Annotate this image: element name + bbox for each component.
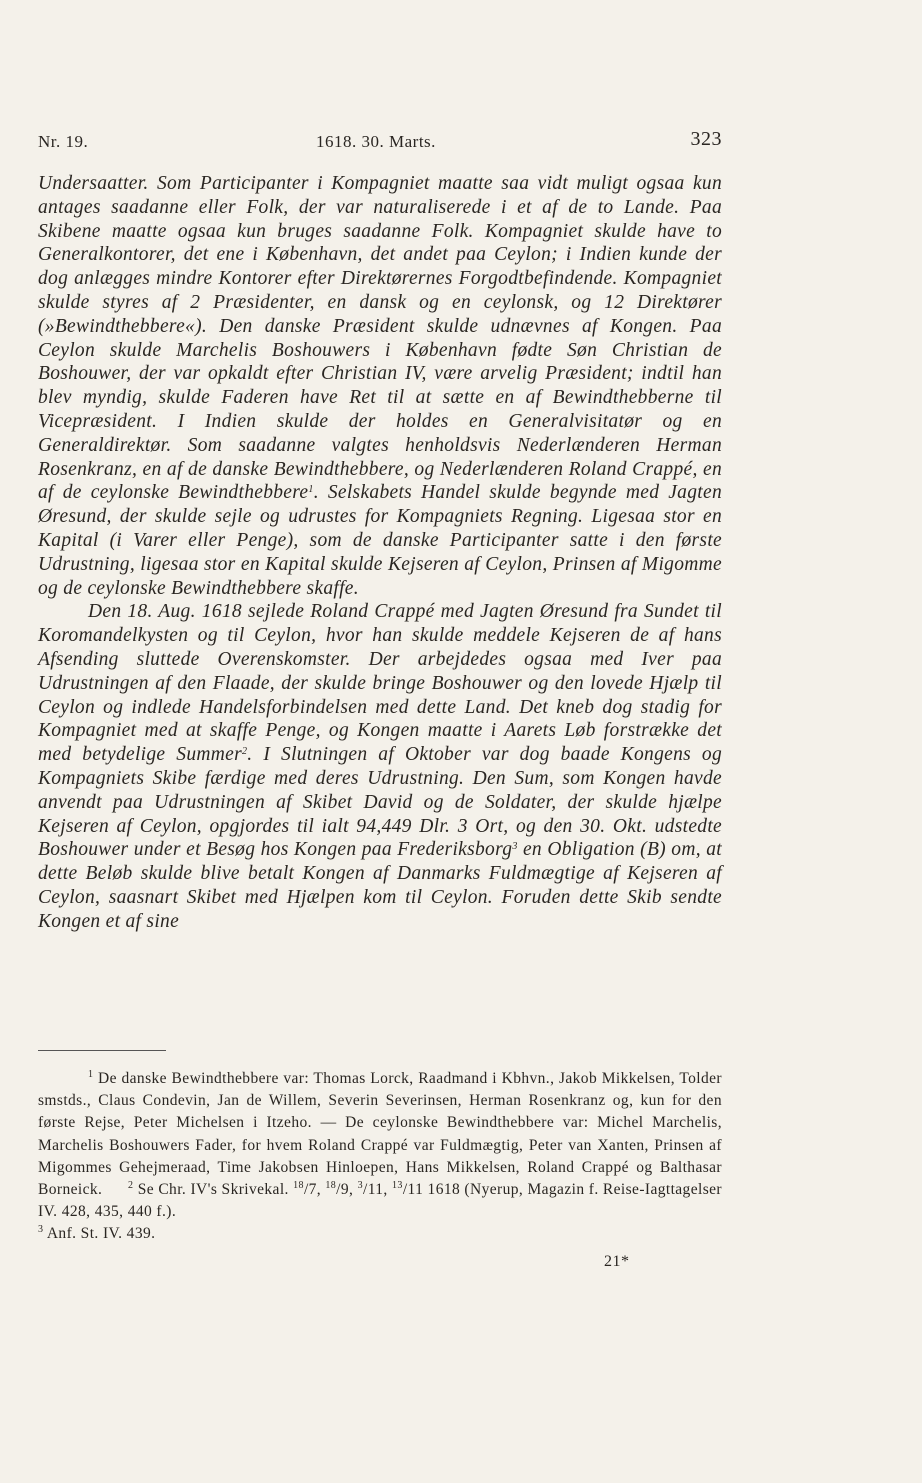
footnote-text: Se Chr. IV's Skrivekal. bbox=[133, 1181, 294, 1199]
footnote-ref: 3 bbox=[512, 841, 518, 853]
footnote-marker: 3 bbox=[38, 1224, 44, 1236]
date-num: 13 bbox=[392, 1180, 403, 1192]
date-num: 3 bbox=[357, 1180, 363, 1192]
signature-mark: 21* bbox=[604, 1253, 630, 1270]
paragraph bbox=[38, 172, 722, 600]
date-den: /11 bbox=[402, 1181, 424, 1199]
footnote-marker: 1 bbox=[88, 1069, 94, 1080]
footnotes bbox=[38, 1068, 722, 1246]
date-den: /9, bbox=[336, 1181, 358, 1199]
text-run: . Selskabets Handel skulde begynde med Jagten Øresund, der skulde sejle og udrustes for Kompagniets Regning. Ligesaa stor en Kapital (i Varer eller Penge), som de danske Participanter satte i den første Udrustning, ligesaa stor en Kapital skulde Kejseren af Ceylon, Prinsen af Migomme og de ceylonske Bewindthebbere skaffe. bbox=[38, 482, 722, 599]
document-date: 1618. 30. Marts. bbox=[316, 132, 436, 151]
page-number: 323 bbox=[690, 128, 722, 150]
date-num: 18 bbox=[325, 1180, 337, 1192]
footnote-marker: 2 bbox=[128, 1180, 134, 1192]
footnote-text: Anf. St. IV. 439. bbox=[43, 1225, 156, 1243]
date-den: /7, bbox=[303, 1181, 326, 1199]
text-run: Undersaatter. Som Participanter i Kompagniet maatte saa vidt muligt ogsaa kun antages saadanne eller Folk, der var naturaliserede i et af de to Lande. Paa Skibene maatte ogsaa kun bruges saadanne Folk. Kompagniet skulde have to Generalkontorer, det ene i København, det andet paa Ceylon; i Indien kunde der dog anlægges mindre Kontorer efter Direktørernes Forgodtbefindende. Kompagniet skulde styres af 2 Præsidenter, en dansk og en ceylonsk, og 12 Direktører (»Bewindthebbere«). Den danske Præsident skulde udnævnes af Kongen. Paa Ceylon skulde Marchelis Boshouwers i København fødte Søn Christian de Boshouwer, der var opkaldt efter Christian IV, være arvelig Præsident; indtil han blev myndig, skulde Faderen have Ret til at sætte en af Bewindthebberne til Vicepræsident. I Indien skulde der holdes en Generalvisitatør og en Generaldirektør. Som saadanne valgtes henholdsvis Nederlænderen Herman Rosenkranz, en af de danske Bewindthebbere, og Nederlænderen Roland Crappé, en af de ceylonske Bewindthebbere bbox=[38, 173, 722, 504]
footnote-text: 1618 (Nyerup, Magazin f. Reise-Iagttagelser IV. 428, 435, 440 f.). bbox=[38, 1181, 722, 1221]
footnote-text: De danske Bewindthebbere var: Thomas Lorck, Raadmand i Kbhvn., Jakob Mikkelsen, Tolder smstds., Claus Condevin, Jan de Willem, Severin Severinsen, Herman Rosenkranz og, kun for den første Rejse, Peter Michelsen i Itzeho. — De ceylonske Bewindthebbere var: Michel Marchelis, Marchelis Boshouwers Fader, for hvem Roland Crappé var Fuldmægtig, Peter van Xanten, Prinsen af Migommes Gehejmeraad, Time Jakobsen Hinloepen, Hans Mikkelsen, Roland Crappé og Balthasar Borneick. bbox=[38, 1070, 722, 1199]
date-num: 18 bbox=[293, 1180, 304, 1192]
document-number: Nr. 19. bbox=[38, 132, 89, 151]
footnote-ref: 1 bbox=[308, 484, 314, 496]
main-text bbox=[38, 172, 722, 934]
paragraph bbox=[38, 600, 722, 933]
date-den: /11, bbox=[363, 1181, 392, 1199]
text-run: . I Slutningen af Oktober var dog baade Kongens og Kompagniets Skibe færdige med deres Udrustning. Den Sum, som Kongen havde anvendt paa Udrustningen af Skibet David og de Soldater, der skulde hjælpe Kejseren af Ceylon, opgjordes til ialt 94,449 Dlr. 3 Ort, og den 30. Okt. udstedte Boshouwer under et Besøg hos Kongen paa Frederiksborg bbox=[38, 744, 722, 861]
text-run: Den 18. Aug. 1618 sejlede Roland Crappé med Jagten Øresund fra Sundet til Koromandelkysten og til Ceylon, hvor han skulde meddele Kejseren de af hans Afsending sluttede Overenskomster. Der arbejdedes ogsaa med Iver paa Udrustningen af den Flaade, der skulde bringe Boshouwer og den lovede Hjælp til Ceylon og indlede Handelsforbindelsen med dette Land. Det kneb dog stadig for Kompagniet med at skaffe Penge, og Kongen maatte i Aarets Løb forstrække det med betydelige Summer bbox=[38, 601, 722, 766]
footnote-ref: 2 bbox=[241, 746, 248, 758]
footnote bbox=[38, 1068, 722, 1246]
footnote-divider bbox=[38, 1050, 166, 1051]
page-header bbox=[38, 128, 722, 158]
text-run: en Obligation (B) om, at dette Beløb skulde blive betalt Kongen af Danmarks Fuldmægtige af Kejseren af Ceylon, saasnart Skibet med Hjælpen kom til Ceylon. Foruden dette Skib sendte Kongen et af sine bbox=[38, 839, 722, 932]
